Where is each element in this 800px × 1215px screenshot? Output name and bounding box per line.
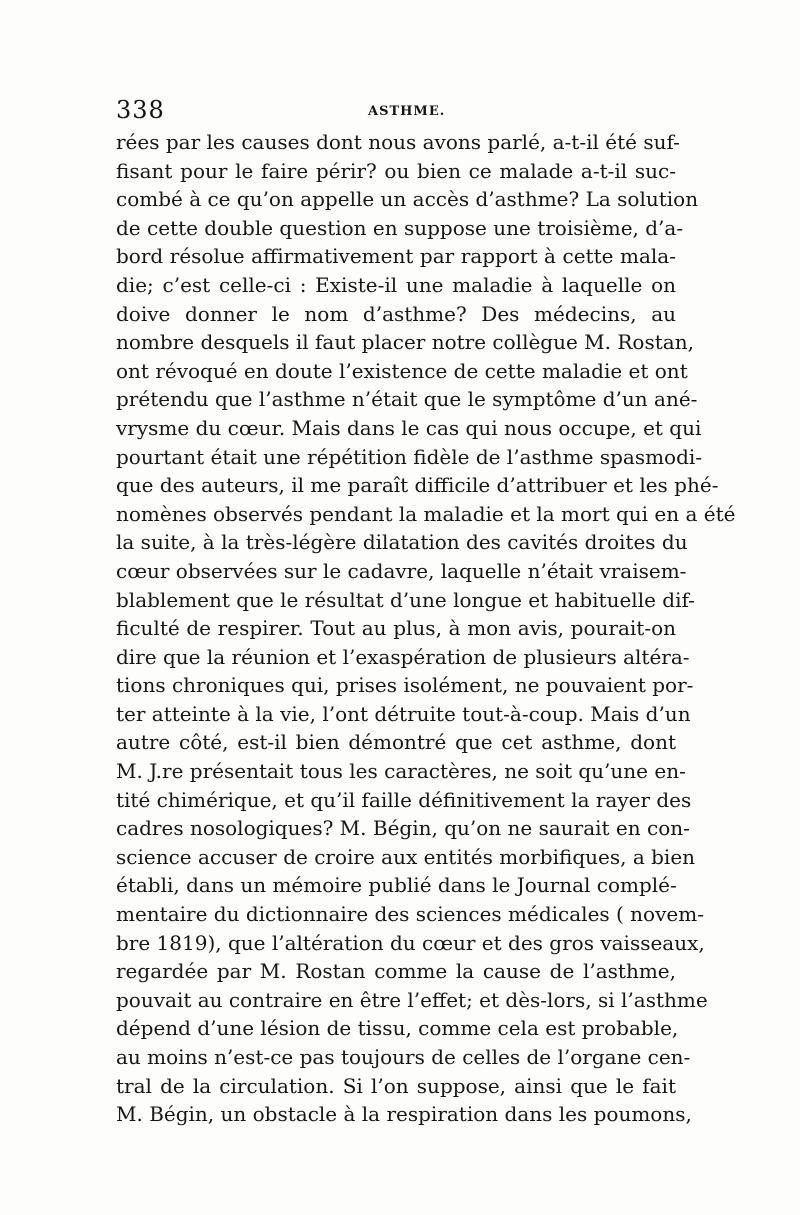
text-line: nombre desquels il faut placer notre collègue M. Rostan, [116,330,694,355]
text-line: bre 1819), que l’altération du cœur et des gros vaisseaux, [116,930,705,955]
text-line: combé à ce qu’on appelle un accès d’asthme? La solution [116,187,699,212]
text-line: die; c’est celle-ci : Existe-il une maladie à laquelle on [116,272,676,297]
text-line: cadres nosologiques? M. Bégin, qu’on ne saurait en con- [116,816,690,841]
text-line: M. Bégin, un obstacle à la respiration dans les poumons, [116,1102,692,1127]
text-line: rées par les causes dont nous avons parlé, a-t-il été suf- [116,130,680,154]
text-line: doive donner le nom d’asthme? Des médecins, au [116,301,676,326]
text-line: ont révoqué en doute l’existence de cette maladie et ont [116,358,688,383]
text-line: fisant pour le faire périr? ou bien ce malade a-t-il suc- [116,158,676,183]
text-line: ficulté de respirer. Tout au plus, à mon avis, pourait-on [116,616,676,641]
text-line: la suite, à la très-légère dilatation des cavités droites du [116,530,688,555]
text-line: regardée par M. Rostan comme la cause de l’asthme, [116,959,676,984]
text-line: autre côté, est-il bien démontré que cet asthme, dont [116,730,676,755]
text-line: que des auteurs, il me paraît difficile d’attribuer et les phé- [116,473,719,498]
text-line: prétendu que l’asthme n’était que le symptôme d’un ané- [116,387,698,412]
text-line: M. J.re présentait tous les caractères, ne soit qu’une en- [116,759,686,784]
running-title: ASTHME. [368,104,446,119]
text-line: nomènes observés pendant la maladie et la mort qui en a été [116,501,736,526]
text-line: blablement que le résultat d’une longue et habituelle dif- [116,587,695,612]
text-line: au moins n’est-ce pas toujours de celles de l’organe cen- [116,1045,691,1069]
text-line: pouvait au contraire en être l’effet; et dès-lors, si l’asthme [116,987,708,1012]
text-line: tité chimérique, et qu’il faille définitivement la rayer des [116,787,692,812]
text-line: tral de la circulation. Si l’on suppose, ainsi que le fait [116,1073,676,1098]
text-line: bord résolue affirmativement par rapport à cette mala- [116,244,676,269]
text-line: établi, dans un mémoire publié dans le Journal complé- [116,873,677,898]
text-line: vrysme du cœur. Mais dans le cas qui nous occupe, et qui [116,415,702,440]
body-text [116,128,736,1129]
text-line: pourtant était une répétition fidèle de l’asthme spasmodi- [116,444,703,469]
text-line: tions chroniques qui, prises isolément, ne pouvaient por- [116,673,694,698]
text-line: dire que la réunion et l’exaspération de plusieurs altéra- [116,644,690,669]
page-number: 338 [116,96,165,124]
text-line: mentaire du dictionnaire des sciences médicales ( novem- [116,902,704,927]
text-line: dépend d’une lésion de tissu, comme cela est probable, [116,1016,679,1041]
page-header [116,96,676,130]
text-line: cœur observées sur le cadavre, laquelle n’était vraisem- [116,558,687,583]
text-line: de cette double question en suppose une troisième, d’a- [116,215,684,240]
text-line: ter atteinte à la vie, l’ont détruite tout-à-coup. Mais d’un [116,701,691,726]
text-line: science accuser de croire aux entités morbifiques, a bien [116,844,696,869]
